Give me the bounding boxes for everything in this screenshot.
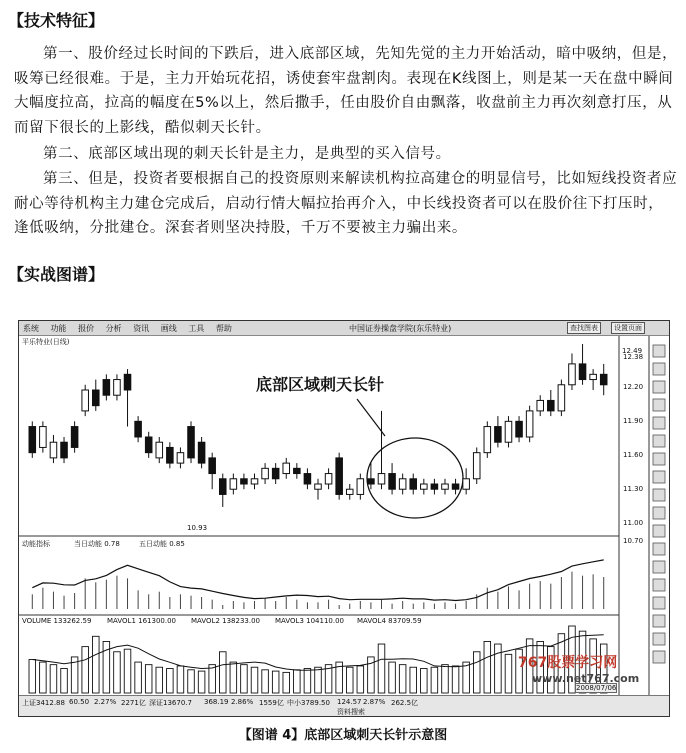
status-sh-index: 上证3412.88 <box>22 699 65 707</box>
momentum-line <box>32 560 603 601</box>
section-title-features: 【技术特征】 <box>8 11 105 30</box>
volume-bar <box>463 662 470 693</box>
candle-body <box>431 484 438 489</box>
candle-body <box>29 427 36 453</box>
volume-bar <box>431 667 438 693</box>
section-title-chart: 【实战图谱】 <box>8 265 105 284</box>
candle-body <box>579 364 586 380</box>
toolbar-icon <box>653 435 665 447</box>
volume-bar <box>29 660 36 694</box>
toolbar-icon <box>653 453 665 465</box>
date-label: 2008/07/06 <box>576 684 617 692</box>
status-sme-pct: 2.87% <box>363 698 386 706</box>
volume-bar <box>505 654 512 693</box>
volume-bar <box>357 666 364 693</box>
menu-item-analysis[interactable]: 分析 <box>105 324 122 333</box>
candle-body <box>495 427 502 443</box>
volume-bar <box>378 644 385 693</box>
volume-bar <box>230 662 237 693</box>
toolbar-icon <box>653 561 665 573</box>
candle-body <box>124 374 131 390</box>
watermark-brand: 767股票学习网 <box>518 655 618 671</box>
toolbar-icon <box>653 615 665 627</box>
volume-bar <box>135 662 142 693</box>
candle-body <box>103 380 110 396</box>
volume-bar <box>283 672 290 693</box>
status-sh-change: 60.50 <box>69 698 90 706</box>
mavol3-label: MAVOL3 104110.00 <box>275 617 344 625</box>
toolbar-icon <box>653 651 665 663</box>
candle-body <box>336 458 343 495</box>
candle-body <box>251 479 258 484</box>
volume-bar <box>209 665 216 693</box>
volume-bar <box>251 667 258 693</box>
candle-body <box>198 442 205 463</box>
window-title: 中国证券操盘学院(东乐特业) <box>349 324 452 333</box>
candle-body <box>421 484 428 489</box>
volume-bar <box>484 641 491 693</box>
toolbar-icon <box>653 507 665 519</box>
menu-item-function[interactable]: 功能 <box>50 324 67 333</box>
status-sme-amount: 262.5亿 <box>391 699 419 707</box>
volume-bar <box>40 662 47 693</box>
menu-item-quote[interactable]: 报价 <box>78 324 95 333</box>
status-sme-change: 124.57 <box>337 698 362 706</box>
candle-body <box>188 427 195 458</box>
candle-body <box>82 390 89 411</box>
menu-item-help[interactable]: 帮助 <box>215 324 232 333</box>
status-sh-amount: 2271亿 <box>121 699 146 707</box>
chart-title: 平乐特业(日线) <box>22 338 70 346</box>
toolbar-icon <box>653 633 665 645</box>
volume-bar <box>124 649 131 693</box>
candle-body <box>167 447 174 463</box>
candle-body <box>209 458 216 474</box>
volume-bar <box>167 669 174 693</box>
volume-bar <box>219 652 226 693</box>
candle-body <box>378 474 385 484</box>
volume-label: VOLUME 133262.59 <box>22 617 92 625</box>
volume-bar <box>346 667 353 693</box>
volume-bar <box>452 666 459 693</box>
paragraph-2: 第二、底部区域出现的刺天长针是主力，是典型的买入信号。 <box>43 146 451 162</box>
toolbar-icon <box>653 381 665 393</box>
paragraph-3: 第三、但是，投资者要根据自己的投资原则来解读机构拉高建仓的明显信号，比如短线投资者应耐心等待机构主力建仓完成后，启动行情大幅拉抬再介入，中长线投资者可以在股价往下打压时，逢低吸纳，分批建仓。深套者则坚决持股，千万不要被主力骗出来。 <box>14 171 678 236</box>
toolbar-icon <box>653 525 665 537</box>
volume-bar <box>410 667 417 693</box>
status-sz-index: 深证13670.7 <box>149 699 192 707</box>
volume-bar <box>473 652 480 693</box>
candle-body <box>463 479 470 489</box>
candle-body <box>516 421 523 437</box>
candle-body <box>325 474 332 484</box>
status-bar <box>19 695 669 716</box>
toolbar-icon <box>653 597 665 609</box>
mavol1-label: MAVOL1 161300.00 <box>107 617 176 625</box>
candle-body <box>569 364 576 385</box>
candle-body <box>219 479 226 495</box>
candle-body <box>241 479 248 484</box>
volume-bar <box>389 662 396 693</box>
paragraph-1: 第一、股价经过长时间的下跌后，进入底部区域，先知先觉的主力开始活动，暗中吸纳，但是，吸筹已经很难。于是，主力开始玩花招，诱使套牢盘割肉。表现在K线图上，则是某一天在盘中瞬间大幅度拉高，拉高的幅度在5%以上，然后撒手，任由股价自由飘落，收盘前主力再次刻意打压，从而留下很长的上影线，酷似刺天长针。 <box>14 46 678 136</box>
momentum-title: 动能指标 <box>22 540 50 548</box>
candle-body <box>505 421 512 442</box>
toolbar-icon <box>653 363 665 375</box>
volume-bar <box>177 666 184 693</box>
volume-bar <box>315 667 322 693</box>
candle-body <box>294 468 301 473</box>
toolbar-icon <box>653 489 665 501</box>
candle-body <box>114 380 121 396</box>
status-sh-pct: 2.27% <box>94 698 117 706</box>
volume-bar <box>442 665 449 693</box>
candle-body <box>262 468 269 478</box>
candle-body <box>368 479 375 484</box>
candle-body <box>283 463 290 473</box>
candle-body <box>40 427 47 448</box>
candle-body <box>135 421 142 437</box>
candle-body <box>537 400 544 410</box>
candle-body <box>526 411 533 437</box>
candle-body <box>272 468 279 478</box>
candle-body <box>357 479 364 495</box>
candle-body <box>590 374 597 379</box>
candle-body <box>230 479 237 489</box>
price-tick: 12.20 <box>623 383 644 391</box>
status-sz-amount: 1559亿 <box>259 699 284 707</box>
figure-caption: 【图谱 4】底部区域刺天长针示意图 <box>238 728 448 743</box>
status-sz-change: 368.19 <box>204 698 229 706</box>
candle-body <box>558 385 565 411</box>
momentum-5day: 五日动能 0.85 <box>139 540 185 548</box>
volume-bar <box>156 667 163 693</box>
menu-item-draw[interactable]: 画线 <box>160 324 177 333</box>
price-tick: 11.90 <box>623 417 644 425</box>
volume-bar <box>114 652 121 693</box>
candle-body <box>548 400 555 410</box>
price-high-label: 12.49 <box>622 347 643 355</box>
volume-bar <box>272 671 279 693</box>
volume-bar <box>241 665 248 693</box>
mavol2-label: MAVOL2 138233.00 <box>191 617 260 625</box>
volume-bar <box>198 671 205 693</box>
price-low-label: 10.93 <box>187 524 208 532</box>
toolbar-icon <box>653 579 665 591</box>
price-tick: 12.38 <box>623 353 644 361</box>
toolbar-icon <box>653 345 665 357</box>
price-tick: 11.30 <box>623 485 644 493</box>
candle-body <box>484 427 491 453</box>
menu-item-tools[interactable]: 工具 <box>188 324 205 333</box>
candle-body <box>389 474 396 490</box>
candle-body <box>315 484 322 489</box>
volume-bar <box>82 647 89 693</box>
candle-body <box>156 442 163 458</box>
candle-body <box>304 474 311 484</box>
momentum-today: 当日动能 0.78 <box>74 540 120 548</box>
price-tick: 11.60 <box>623 451 644 459</box>
candle-body <box>177 453 184 463</box>
volume-bar <box>93 636 100 693</box>
candle-body <box>346 489 353 494</box>
volume-bar <box>50 665 57 693</box>
candle-body <box>61 442 68 458</box>
volume-bar <box>495 644 502 693</box>
search-link[interactable]: 资料搜索 <box>337 708 365 716</box>
price-tick: 10.70 <box>623 537 644 545</box>
volume-bar <box>294 670 301 693</box>
candle-body <box>473 453 480 479</box>
toolbar-icon <box>653 399 665 411</box>
candle-body <box>50 442 57 458</box>
candle-body <box>145 437 152 453</box>
candle-body <box>442 484 449 489</box>
volume-bar <box>304 669 311 693</box>
toolbar-icon <box>653 543 665 555</box>
volume-bar <box>61 669 68 693</box>
price-tick: 11.00 <box>623 519 644 527</box>
settings-button[interactable]: 设置页面 <box>611 322 645 334</box>
find-chart-button[interactable]: 查找图表 <box>567 322 601 334</box>
volume-bar <box>399 665 406 693</box>
candle-body <box>399 479 406 489</box>
status-sme-index: 中小3789.50 <box>287 699 330 707</box>
annotation-arrow <box>357 399 385 436</box>
mavol4-label: MAVOL4 83709.59 <box>357 617 422 625</box>
status-sz-pct: 2.86% <box>231 698 254 706</box>
toolbar-icon <box>653 417 665 429</box>
candle-body <box>452 484 459 489</box>
candle-body <box>600 374 607 384</box>
volume-bar <box>188 670 195 693</box>
volume-bar <box>421 669 428 693</box>
toolbar-icon <box>653 471 665 483</box>
menu-item-info[interactable]: 资讯 <box>133 324 150 333</box>
candle-body <box>93 390 100 406</box>
annotation-label: 底部区域刺天长针 <box>256 375 385 394</box>
volume-bar <box>262 670 269 693</box>
menu-item-system[interactable]: 系统 <box>23 324 39 333</box>
watermark-url: www.net767.com <box>532 672 640 685</box>
candle-body <box>71 427 78 448</box>
volume-bar <box>145 665 152 693</box>
candle-body <box>410 479 417 489</box>
